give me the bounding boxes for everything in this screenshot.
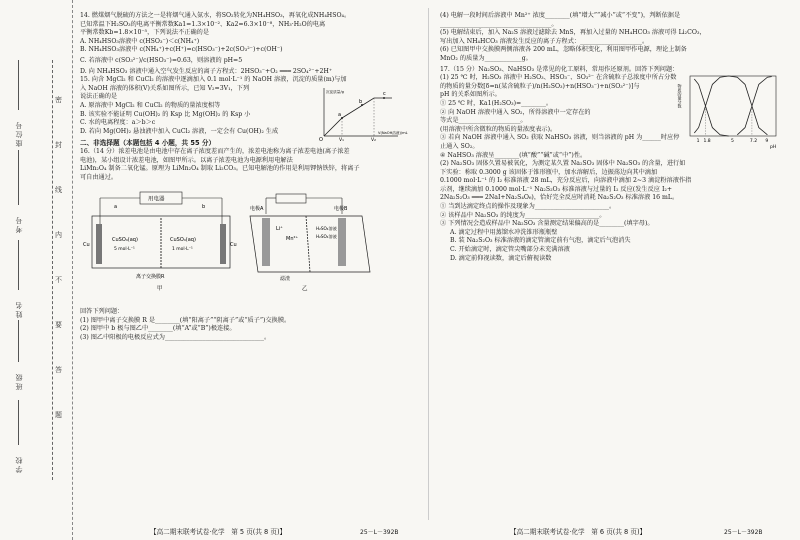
seal-char: 要 (55, 321, 62, 329)
column-divider (428, 8, 429, 520)
precipitate-graph (312, 84, 408, 144)
q17-sub-2-line: 示剂，继续滴加 0.1000 mol·L⁻¹ Na₂S₂O₃ 标准溶液与过量的 I₂ 反应(发生反应 I₂+ (440, 185, 673, 193)
q16-line: 16.（14 分）浓差电池是由电池中存在离子浓度差而产生的，浓差电池称为离子浓差电池(离子浓差 (80, 147, 350, 155)
seal-char: 题 (55, 411, 62, 419)
margin-line (18, 150, 19, 205)
graph-origin: O (319, 137, 323, 144)
q14-line: 平衡常数Kb=1.8×10⁻⁵，下列说法不正确的是 (80, 29, 210, 37)
q16-answer-intro: 回答下列问题： (80, 308, 124, 316)
q17-sub-2-2: ② 该样品中 Na₂SO₃ 的纯度为________________________。 (440, 211, 606, 219)
electrode-b (338, 218, 346, 266)
q17-sub-2-1: ① 当到达滴定终点的操作及现象为________________________。 (440, 203, 616, 211)
q16-line: LiMn₂O₄ 制备二氧化锰。原理为 LiMn₂O₄ 制取 Li₂CO₃。已知电解池的作用是利用钾钠铁锌，将离子 (80, 165, 360, 173)
yi-membrane (306, 216, 310, 272)
q15-option-d: D. 若向 Mg(OH)₂ 悬浊液中加入 CuCl₂ 溶液，一定会有 Cu(OH)₂ 生成 (80, 127, 279, 135)
graph-label-b: b (359, 99, 363, 106)
q16-sub-4-blank: ____________________________________。 (440, 20, 558, 28)
q17-sub-2-line: 0.1000 mol·L⁻¹ 的 I₂ 标准溶液 28 mL，充分反应后，向溶液中滴加 2~3 滴淀粉溶液作指 (440, 177, 692, 185)
q17-option-a: A. 滴定过程中用蒸馏水冲洗锥形瓶瓶壁 (450, 228, 558, 236)
margin-label-school: 学校 (15, 455, 23, 473)
page-5-footer (150, 526, 399, 536)
li-ion-label: Li⁺ (276, 226, 283, 233)
q16-sub-6-cont: MnO₂ 的质量为____________g。 (440, 54, 532, 62)
page-6-footer (510, 526, 763, 536)
graph-label-a: a (338, 112, 342, 119)
graph-point-a (341, 117, 343, 119)
x-tick-label: 7.2 (749, 138, 758, 144)
q17-sub-1-3: ③ 若向 NaOH 溶液中通入 SO₂ 获取 NaHSO₃ 溶液，则当溶液的 pH 为______时应停 (440, 134, 680, 142)
electrode-a-label: 电极A (250, 206, 264, 213)
graph-v2-label: V₂ (371, 138, 376, 144)
figure-yi-caption: 乙 (302, 286, 308, 293)
q15-line: 15. 向含 MgCl₂ 和 CuCl₂ 的溶液中逐滴加入 0.1 mol·L⁻¹ 的 NaOH 溶液，沉淀的质量(m)与加 (80, 76, 347, 84)
left-concentration: 5 mol·L⁻¹ (114, 247, 135, 253)
cu-electrode-right (220, 224, 226, 264)
margin-label-exam-no: 考号 (15, 215, 23, 233)
q17-sub-1-3-cont: 止通入 SO₂。 (440, 142, 479, 150)
x-tick-label: 9 (765, 138, 769, 144)
seal-char: 封 (55, 141, 62, 149)
q17-sub-1-2: ② 向 NaOH 溶液中通入 SO₂，所得溶液中一定存在的 (440, 108, 591, 116)
q17-sub-2-line: 2Na₂S₂O₃ ═══ 2NaI+Na₂S₄O₆)，恰好完全反应时消耗 Na₂S₂O₃ 标准溶液 16 mL。 (440, 194, 679, 202)
x-tick-label: 1.8 (703, 138, 711, 144)
left-solution: CuSO₄(aq) (112, 237, 138, 244)
membrane-solution-label: H₂SO₄溶液 (316, 234, 337, 240)
chart-frame (690, 76, 776, 136)
y-axis-title: 物质的量分数 (677, 83, 683, 108)
graph-v1-label: V₁ (339, 138, 344, 144)
q17-line: (1) 25 ℃ 时，H₂SO₃ 溶液中 H₂SO₃、HSO₃⁻、SO₃²⁻ 在含硫粒子总浓度中所占分数 (440, 74, 677, 82)
page-5-footer-code: 25－L－392B (360, 529, 399, 536)
series-line-2 (737, 76, 771, 134)
seal-char: 内 (55, 231, 62, 239)
electrode-b-label: 电极B (334, 206, 348, 213)
q17-sub-1-1: ① 25 ℃ 时，Ka1(H₂SO₃)=________。 (440, 99, 553, 107)
label-b: b (202, 204, 206, 211)
x-tick-label: 5 (731, 138, 734, 144)
graph-y-title: 沉淀质量/g (326, 90, 344, 95)
q17-sub-2-line: 下实验：称取 0.3000 g 该固体于锥形瓶中，加水溶解后，边振荡边向其中滴加 (440, 168, 658, 176)
margin-line (18, 320, 19, 362)
q16-sub-1: (1) 图甲中离子交换膜 R 是________(填“阳离子”“阴离子”或“质子”)交换膜。 (80, 316, 291, 324)
figure-jia (83, 192, 237, 292)
q15-option-b: B. 该实验不能证明 Cu(OH)₂ 的 Ksp 比 Mg(OH)₂ 的 Ksp 小 (80, 110, 251, 118)
q15-line: 入 NaOH 溶液的体积(V)关系如图所示，已知 V₂=3V₁，下列 (80, 84, 250, 92)
graph-label-c: c (383, 91, 386, 98)
q17-sub-2-3: ③ 下列情况会造成样品中 Na₂SO₃ 含量测定结果偏高的是________(填字母)。 (440, 220, 654, 228)
membrane-label: 离子交换膜R (136, 274, 165, 281)
filter-label: 滤渣 (280, 276, 291, 283)
margin-label-seat: 座位号 (15, 120, 23, 147)
q17-option-b: B. 装 Na₂S₂O₃ 标准溶液的滴定管滴定前有气泡，滴定后气泡消失 (450, 237, 631, 245)
right-concentration: 1 mol·L⁻¹ (172, 247, 193, 253)
seal-char: 答 (55, 366, 62, 374)
seal-char: 线 (55, 186, 62, 194)
q16-line: 电池)，某小组设计浓差电池，如图甲所示。以离子浓差电池为电源利用电解法 (80, 156, 293, 164)
q14-line: 已知常温下H₂SO₃的电离平衡常数Ka1=1.3×10⁻²、Ka2=6.3×10⁻⁸，NH₃·H₂O的电离 (80, 20, 326, 28)
q16-line: 可自由通过。 (80, 173, 118, 181)
page-6-footer-code: 25－L－392B (724, 529, 763, 536)
q16-sub-4: (4) 电解一段时间后溶液中 Mn²⁺ 浓度________(填“增大”“减小”或“不变”)，判断依据是 (440, 12, 681, 19)
q14-option-a: A. NH₄HSO₃溶液中 c(HSO₃⁻)＜c(NH₄⁺) (80, 37, 200, 45)
distribution-chart (672, 72, 782, 150)
question-16 (80, 148, 410, 343)
x-tick-label: 1 (696, 138, 700, 144)
right-solution: CuSO₄(aq) (170, 237, 196, 244)
q16-sub-3: (3) 图乙中阳极的电极反应式为________________________________。 (80, 334, 271, 342)
section-2-heading: 二、非选择题（本题包括 4 小题，共 55 分） (80, 139, 216, 148)
cu-right-label: Cu (230, 242, 237, 249)
solution-label: H₂SO₄溶液 (316, 226, 337, 232)
figure-jia-caption: 甲 (157, 286, 163, 293)
margin-line (18, 240, 19, 290)
electrode-a (262, 218, 270, 266)
margin-label-name: 姓名 (15, 300, 23, 318)
q16-sub-5: (5) 电解结束后，加入 Na₂S 溶液过滤除去 MnS，再加入过量的 NH₄HCO₃ 溶液可得 Li₂CO₃， (440, 29, 706, 37)
series-line-1 (694, 76, 767, 135)
question-14 (80, 12, 410, 76)
q17-option-c: C. 开始滴定时，滴定管尖嘴部分未充满溶液 (450, 246, 570, 254)
q16-sub-2: (2) 图甲中 b 极与图乙中________(填“A”或“B”)极连接。 (80, 325, 236, 333)
q15-option-c: C. 水的电离程度：a＞b＞c (80, 119, 156, 127)
q17-line: pH 的关系如图所示。 (440, 91, 501, 99)
question-17 (440, 66, 792, 264)
q15-line: 说法正确的是 (80, 93, 118, 101)
q17-line: 的物质的量分数[δ=n(某含硫粒子)/n(H₂SO₃)+n(HSO₃⁻)+n(SO₃²⁻)]与 (440, 82, 640, 90)
power-box (276, 194, 306, 203)
page-5-column (80, 8, 410, 343)
appliance-label: 用电器 (148, 196, 165, 203)
graph-point-c (383, 97, 385, 99)
page-6-footer-title: 【高二期末联考试卷·化学 第 6 页(共 8 页)】 (510, 528, 647, 536)
q17-option-d: D. 滴定前仰视读数，滴定后俯视读数 (450, 254, 552, 262)
seal-char: 不 (55, 276, 62, 284)
q17-sub-2: (2) Na₂SO₃ 固体久置易被氧化，为测定某久置 Na₂SO₃ 固体中 Na₂SO₃ 的含量，进行如 (440, 160, 686, 168)
margin-line (18, 60, 19, 110)
graph-x-title: V(NaOH溶液)/mL (378, 131, 408, 136)
mn-ion-label: Mn²⁺ (286, 236, 299, 243)
page-6-column (440, 8, 792, 263)
binding-margin (0, 0, 73, 540)
figure-yi (250, 194, 370, 292)
seal-char: 密 (55, 96, 62, 104)
cu-electrode-left (96, 224, 102, 264)
q17-sub-1-2-note: (用溶液中所含微粒的物质的量浓度表示)。 (440, 125, 557, 133)
x-axis-title: pH (770, 144, 777, 150)
margin-line (18, 400, 19, 445)
q14-line: 14. 燃煤烟气脱硫的方法之一是将烟气通入氨水，将SO₂转化为NH₄HSO₃，再氧化成NH₄HSO₄。 (80, 12, 351, 19)
q17-sub-1-4: ④ NaHSO₃ 溶液呈________(填“酸”“碱”或“中”)性。 (440, 151, 587, 159)
q17-line: 17.（15 分）Na₂SO₃、NaHSO₃ 是常见的化工原料，常用作还原剂。回答下列问题： (440, 65, 679, 73)
page-5-footer-title: 【高二期末联考试卷·化学 第 5 页(共 8 页)】 (150, 528, 287, 536)
label-a: a (114, 204, 118, 211)
q14-option-d: D. 向 NH₄HSO₃ 溶液中通入空气发生反应的离子方程式：2HSO₃⁻+O₂ ═══ 2SO₄²⁻+2H⁺ (80, 67, 333, 75)
q17-sub-1-2-cont: 等式是____________________。 (440, 117, 527, 125)
cu-left-label: Cu (83, 242, 90, 249)
q15-option-a: A. 原溶液中 MgCl₂ 和 CuCl₂ 的物质的量浓度相等 (80, 101, 221, 109)
q16-sub-5-cont: 写出加入 NH₄HCO₃ 溶液发生反应的离子方程式：____________________。 (440, 37, 649, 45)
margin-label-class: 班级 (15, 372, 23, 390)
figures-jia-yi (80, 186, 410, 306)
q14-option-c: C. 若溶液中 c(SO₃²⁻)/c(HSO₃⁻)=0.63，则溶液的 pH=5 (80, 56, 243, 64)
q14-option-b: B. NH₄HSO₃溶液中 c(NH₄⁺)+c(H⁺)=c(HSO₃⁻)+2c(SO₃²⁻)+c(OH⁻) (80, 46, 283, 54)
q16-sub-6: (6) 已知图甲中交换膜两侧溶液各 200 mL，忽略体积变化，利用图甲作电源，理论上制备 (440, 46, 687, 54)
